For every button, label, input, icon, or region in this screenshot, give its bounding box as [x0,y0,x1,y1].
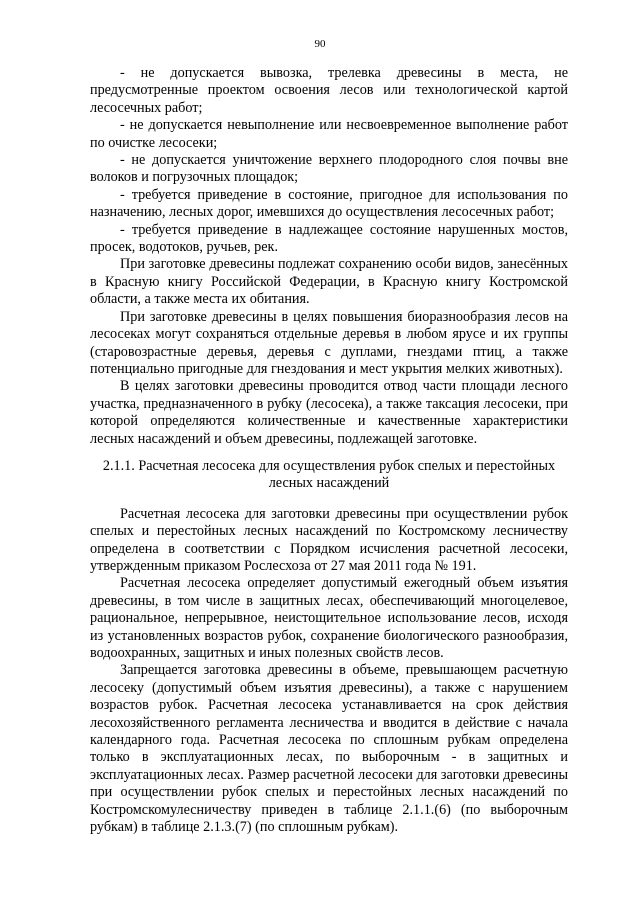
paragraph-bridges-streams-restoration: - требуется приведение в надлежащее состояние нарушенных мостов, просек, водотоков, ручьев, рек. [90,221,568,256]
paragraph-topsoil-protection: - не допускается уничтожение верхнего плодородного слоя почвы вне волоков и погрузочных площадок; [90,152,568,186]
paragraph-biodiversity-trees: При заготовке древесины в целях повышения биоразнообразия лесов на лесосеках могут сохраняться отдельные деревья в любом ярусе и их группы (старовозрастные деревья, деревья с дуплами, гнездами птиц, а также потенциально пригодные для гнездования и мест укрытия мелких животных). [90,308,568,377]
paragraph-allowable-cut-restrictions: Запрещается заготовка древесины в объеме, превышающем расчетную лесосеку (допустимый объем изъятия древесины), а также с нарушением возрастов рубок. Расчетная лесосека устанавливается на срок действия лесохозяйственного регламента лесничества и вводится в действие с начала календарного года. Расчетная лесосека по сплошным рубкам определена только в эксплуатационных лесах, по выборочным - в защитных и эксплуатационных лесах. Размер расчетной лесосеки для заготовки древесины при осуществлении рубок спелых и перестойных лесных насаждений по Костромскомулесничеству приведен в таблице 2.1.1.(6) (по выборочным рубкам) в таблице 2.1.3.(7) (по сплошным рубкам). [90,662,568,836]
section-heading: 2.1.1. Расчетная лесосека для осуществления рубок спелых и перестойных лесных насаждений [102,457,556,492]
paragraph-no-unauthorized-skidding: - не допускается вывозка, трелевка древесины в места, не предусмотренные проектом освоения лесов или технологической картой лесосечных работ; [90,65,568,116]
page-number: 90 [314,38,326,50]
paragraph-forest-roads-restoration: - требуется приведение в состояние, пригодное для использования по назначению, лесных дорог, имевшихся до осуществления лесосечных работ; [90,186,568,221]
paragraph-allowable-cut-purpose: Расчетная лесосека определяет допустимый ежегодный объем изъятия древесины, в том числе в защитных лесах, обеспечивающий многоцелевое, рациональное, непрерывное, неистощительное использование лесов, исходя из установленных возрастов рубок, сохранение биологического разнообразия, водоохранных, защитных и иных полезных свойств лесов. [90,575,568,661]
paragraph-allowable-cut-definition: Расчетная лесосека для заготовки древесины при осуществлении рубок спелых и перестойных лесных насаждений по Костромскому лесничеству определена в соответствии с Порядком исчисления расчетной лесосеки, утвержденным приказом Рослесхоза от 27 мая 2011 года № 191. [90,505,568,574]
paragraph-cutting-area-cleanup: - не допускается невыполнение или несвоевременное выполнение работ по очистке лесосеки; [90,117,568,151]
paragraph-cutting-area-allotment: В целях заготовки древесины проводится отвод части площади лесного участка, предназначенного в рубку (лесосека), а также таксация лесосеки, при которой определяются количественные и качественные характеристики лесных насаждений и объем древесины, подлежащей заготовке. [90,378,568,447]
page-body [90,65,568,836]
paragraph-red-book-species: При заготовке древесины подлежат сохранению особи видов, занесённых в Красную книгу Российской Федерации, в Красную книгу Костромской области, а также места их обитания. [90,256,568,308]
